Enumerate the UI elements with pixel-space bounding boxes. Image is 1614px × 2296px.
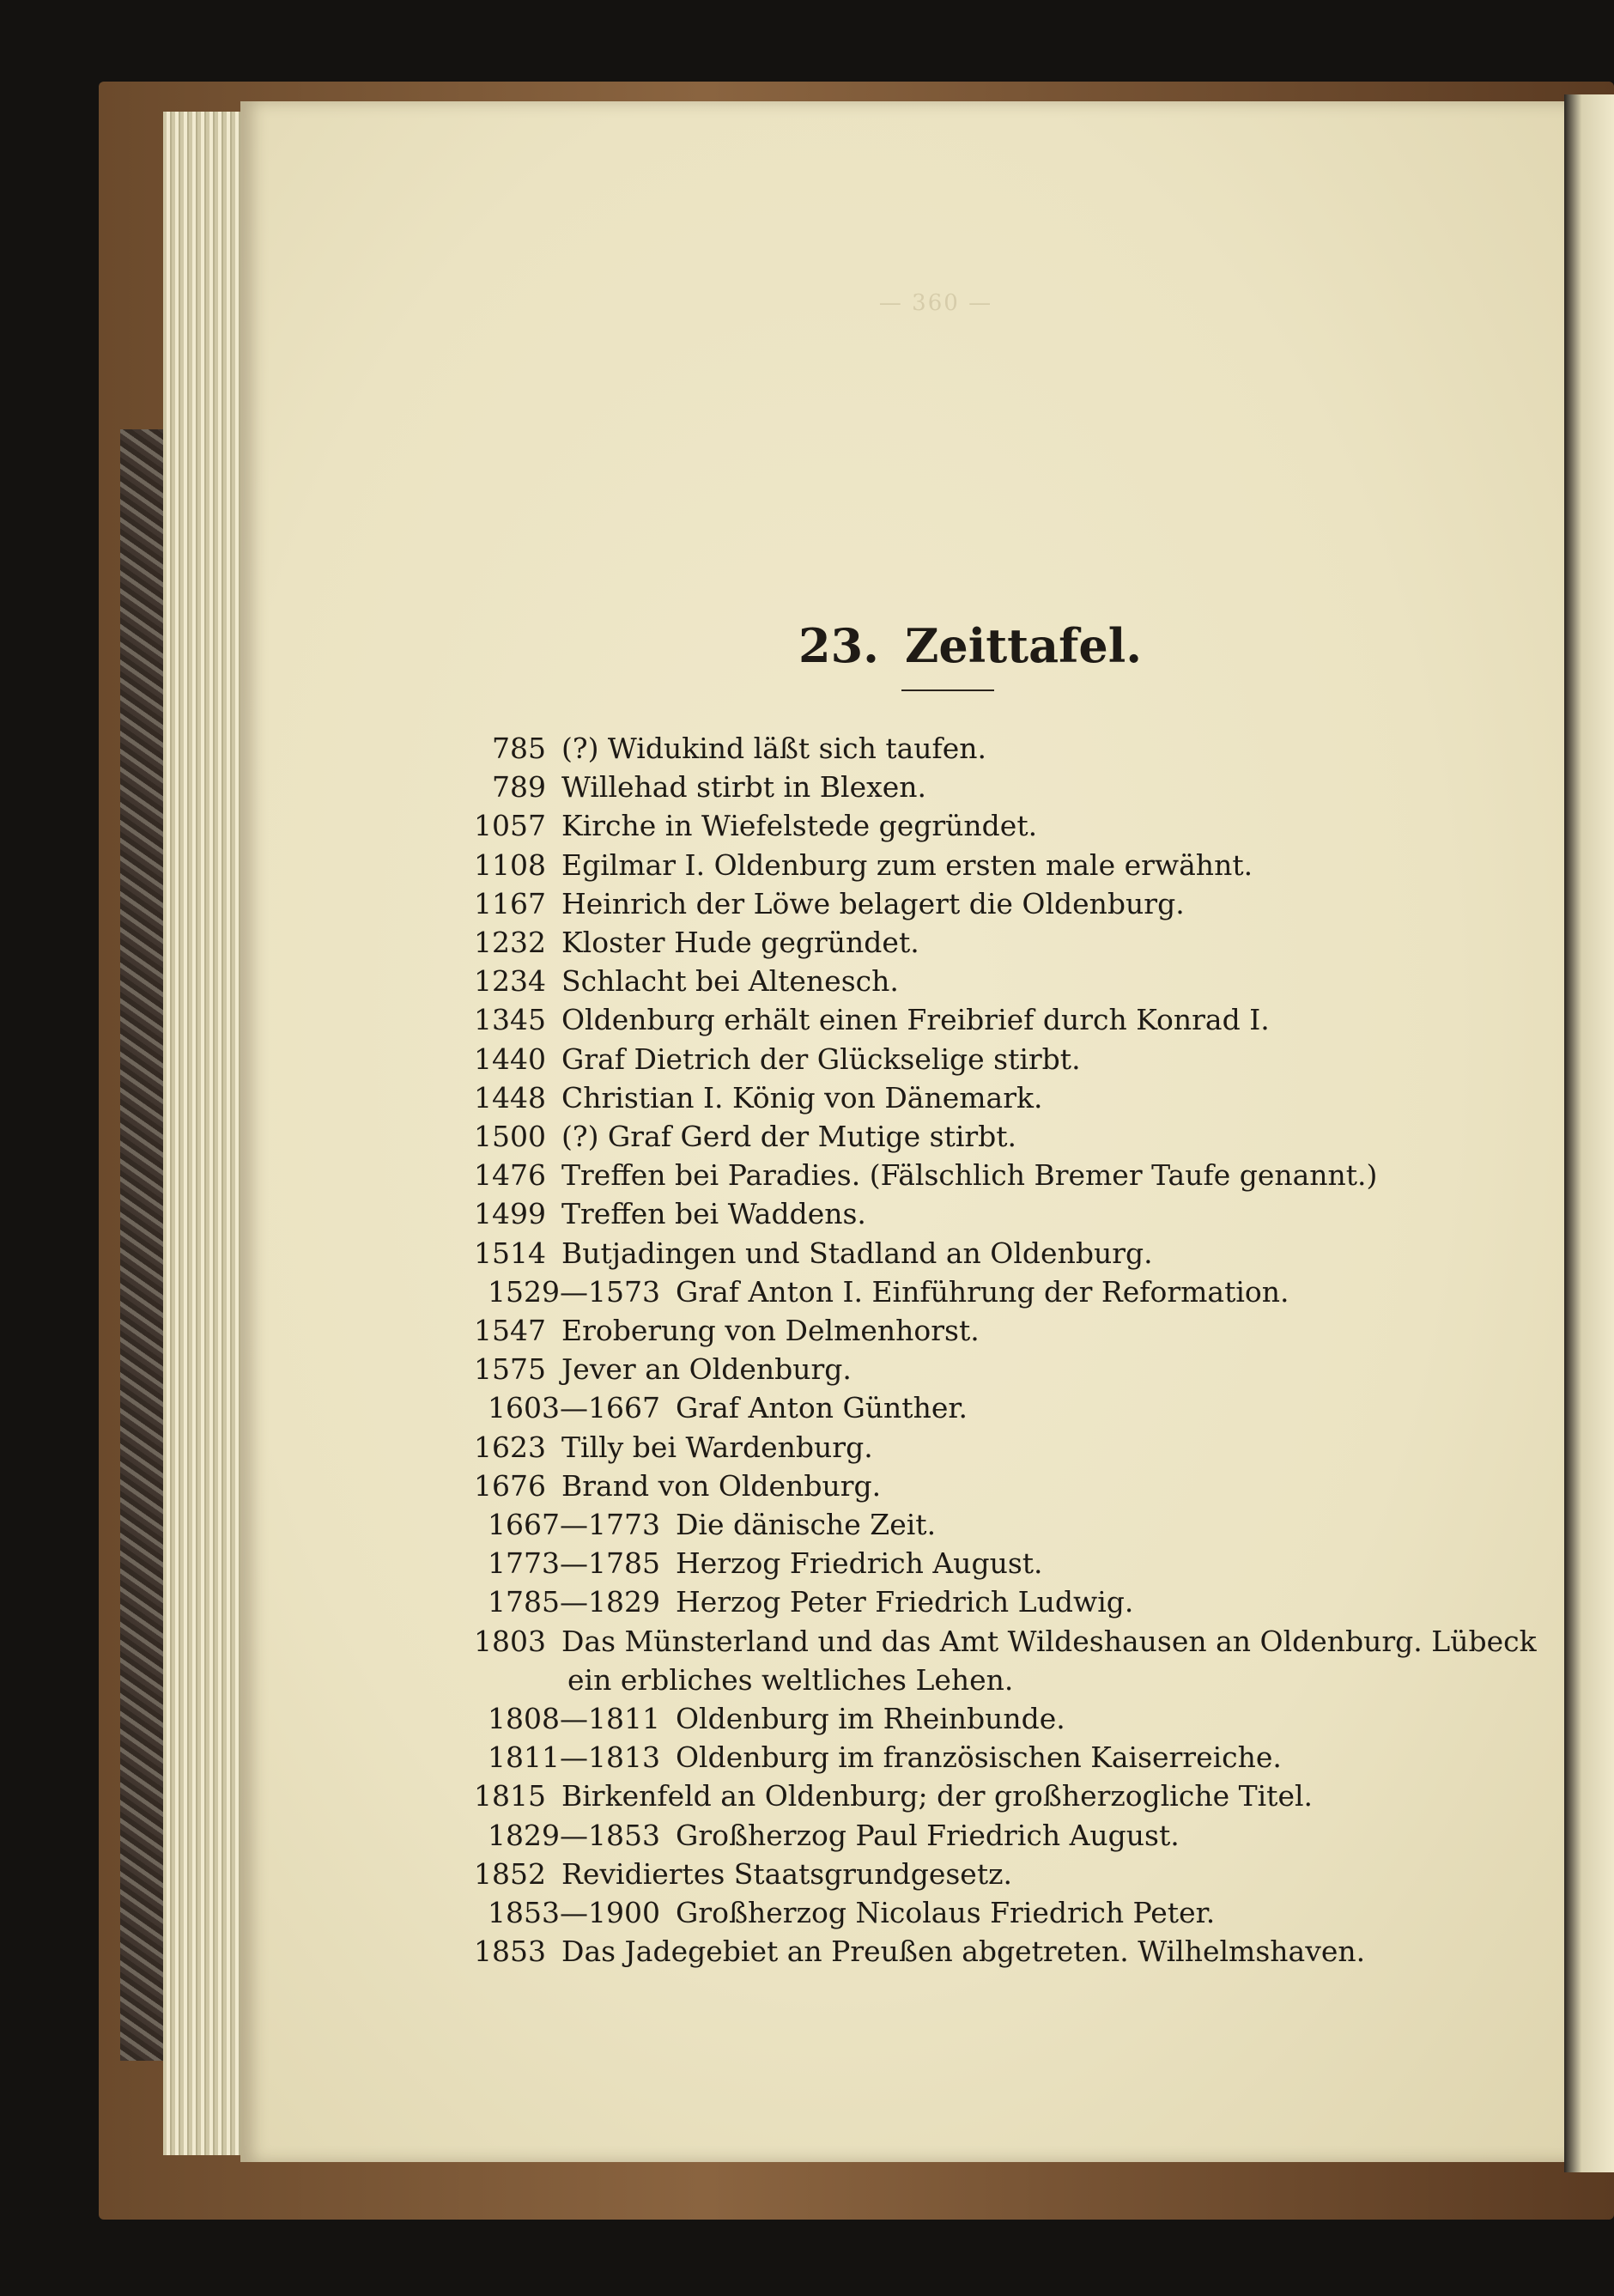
entry-text: Heinrich der Löwe belagert die Oldenburg. xyxy=(561,886,1185,920)
entry-year: 1829—1853 xyxy=(488,1818,660,1852)
entry-year: 789 xyxy=(492,770,546,805)
timeline-entry xyxy=(464,1469,881,1503)
timeline-entry xyxy=(464,1314,980,1347)
entry-text: Tilly bei Wardenburg. xyxy=(561,1430,873,1464)
timeline-entry xyxy=(464,1158,1377,1192)
entry-text: Graf Anton I. Einführung der Reformation. xyxy=(675,1274,1289,1309)
entry-year: 1514 xyxy=(474,1236,546,1270)
entry-text: Das Jadegebiet an Preußen abgetreten. Wilhelmshaven. xyxy=(561,1935,1366,1969)
timeline-entry xyxy=(488,1585,1133,1619)
entry-year: 1773—1785 xyxy=(488,1546,660,1581)
entry-year: 1500 xyxy=(474,1120,546,1153)
timeline-entry xyxy=(464,1857,1012,1891)
timeline-entry xyxy=(464,732,986,765)
entry-year: 1167 xyxy=(474,886,546,920)
timeline-entry xyxy=(488,1275,1289,1309)
entry-text: Eroberung von Delmenhorst. xyxy=(561,1314,980,1347)
entry-text: Oldenburg im Rheinbunde. xyxy=(675,1702,1065,1735)
entry-text: Birkenfeld an Oldenburg; der großherzogliche Titel. xyxy=(561,1779,1314,1813)
entry-year: 1676 xyxy=(474,1468,546,1503)
entry-year: 1345 xyxy=(474,1003,546,1037)
entry-text: (?) Graf Gerd der Mutige stirbt. xyxy=(561,1120,1017,1153)
entry-year: 1575 xyxy=(474,1352,546,1387)
page-edges xyxy=(163,112,245,2155)
timeline-entry xyxy=(464,809,1037,842)
timeline-entry xyxy=(464,887,1185,920)
section-title: Zeittafel. xyxy=(904,618,1143,673)
entry-text: Butjadingen und Stadland an Oldenburg. xyxy=(561,1236,1153,1270)
timeline-entry xyxy=(488,1819,1180,1852)
entry-text: Großherzog Nicolaus Friedrich Peter. xyxy=(675,1896,1216,1929)
entry-text: Brand von Oldenburg. xyxy=(561,1468,882,1503)
entry-year: 1852 xyxy=(474,1856,546,1891)
timeline-entry xyxy=(488,1546,1043,1580)
page-number-bleedthrough: — 360 — xyxy=(878,290,993,316)
timeline-entry xyxy=(488,1391,968,1424)
entry-text: Treffen bei Paradies. (Fälschlich Bremer Taufe genannt.) xyxy=(561,1158,1378,1193)
timeline-entry xyxy=(464,964,899,998)
entry-year: 785 xyxy=(492,732,546,765)
entry-text: Das Münsterland und das Amt Wildeshausen an Oldenburg. Lübeck xyxy=(561,1624,1537,1658)
entry-year: 1440 xyxy=(474,1042,546,1076)
entry-text: Treffen bei Waddens. xyxy=(561,1197,866,1231)
entry-text: Großherzog Paul Friedrich August. xyxy=(675,1818,1180,1852)
timeline-entry xyxy=(464,1197,866,1230)
entry-year: 1808—1811 xyxy=(488,1702,660,1735)
page-title xyxy=(798,618,1142,673)
section-number: 23. xyxy=(798,618,879,673)
timeline-entry xyxy=(464,848,1253,882)
entry-year: 1476 xyxy=(474,1158,546,1193)
timeline-entry xyxy=(464,1935,1365,1968)
entry-text: Herzog Friedrich August. xyxy=(675,1546,1043,1581)
entry-text: Graf Anton Günther. xyxy=(675,1391,968,1425)
timeline-entry xyxy=(464,926,919,959)
timeline-entry xyxy=(464,1779,1313,1813)
timeline-entry xyxy=(488,1702,1065,1735)
entry-year: 1667—1773 xyxy=(488,1508,660,1541)
entry-year: 1811—1813 xyxy=(488,1740,660,1775)
page-gutter xyxy=(1564,94,1614,2172)
timeline-entry xyxy=(464,1625,1537,1658)
entry-year: 1499 xyxy=(474,1197,546,1231)
entry-continuation: ein erbliches weltliches Lehen. xyxy=(567,1662,1014,1697)
entry-text: Revidiertes Staatsgrundgesetz. xyxy=(561,1856,1012,1891)
timeline-entry xyxy=(488,1740,1282,1774)
entry-year: 1448 xyxy=(474,1080,546,1115)
entry-year: 1108 xyxy=(474,847,546,882)
entry-year: 1057 xyxy=(474,809,546,843)
entry-text: Christian I. König von Dänemark. xyxy=(561,1080,1043,1115)
timeline-entry xyxy=(464,1352,852,1386)
timeline-entry xyxy=(464,1120,1016,1153)
title-divider xyxy=(901,689,994,691)
entry-year: 1232 xyxy=(474,926,546,959)
entry-text: Oldenburg erhält einen Freibrief durch Konrad I. xyxy=(561,1003,1270,1037)
entry-text: Herzog Peter Friedrich Ludwig. xyxy=(675,1585,1134,1619)
entry-year: 1785—1829 xyxy=(488,1585,660,1619)
timeline-entry xyxy=(464,770,926,804)
entry-text: Graf Dietrich der Glückselige stirbt. xyxy=(561,1042,1081,1076)
entry-year: 1547 xyxy=(474,1314,546,1347)
entry-year: 1623 xyxy=(474,1430,546,1464)
entry-year: 1853—1900 xyxy=(488,1896,660,1929)
entry-year: 1234 xyxy=(474,964,546,999)
entry-text: Die dänische Zeit. xyxy=(675,1508,937,1541)
entry-text: (?) Widukind läßt sich taufen. xyxy=(561,732,987,765)
timeline-entry xyxy=(464,1003,1270,1036)
timeline-entry xyxy=(464,1081,1042,1115)
timeline-entry xyxy=(464,1042,1081,1076)
entry-text: Egilmar I. Oldenburg zum ersten male erwähnt. xyxy=(561,847,1253,882)
entry-year: 1853 xyxy=(474,1935,546,1969)
entry-year: 1529—1573 xyxy=(488,1274,660,1309)
timeline-entry xyxy=(488,1896,1215,1929)
entry-text: Oldenburg im französischen Kaiserreiche. xyxy=(675,1740,1282,1775)
entry-text: Kloster Hude gegründet. xyxy=(561,926,919,959)
timeline-entry xyxy=(488,1508,936,1541)
entry-year: 1603—1667 xyxy=(488,1391,660,1425)
entry-text: Kirche in Wiefelstede gegründet. xyxy=(561,809,1038,843)
timeline-entry xyxy=(464,1430,873,1464)
entry-text: Jever an Oldenburg. xyxy=(561,1352,852,1387)
entry-text: Schlacht bei Altenesch. xyxy=(561,964,899,999)
timeline-entry xyxy=(464,1236,1153,1270)
entry-text: Willehad stirbt in Blexen. xyxy=(561,770,926,805)
entry-year: 1815 xyxy=(474,1779,546,1813)
entry-year: 1803 xyxy=(474,1624,546,1658)
